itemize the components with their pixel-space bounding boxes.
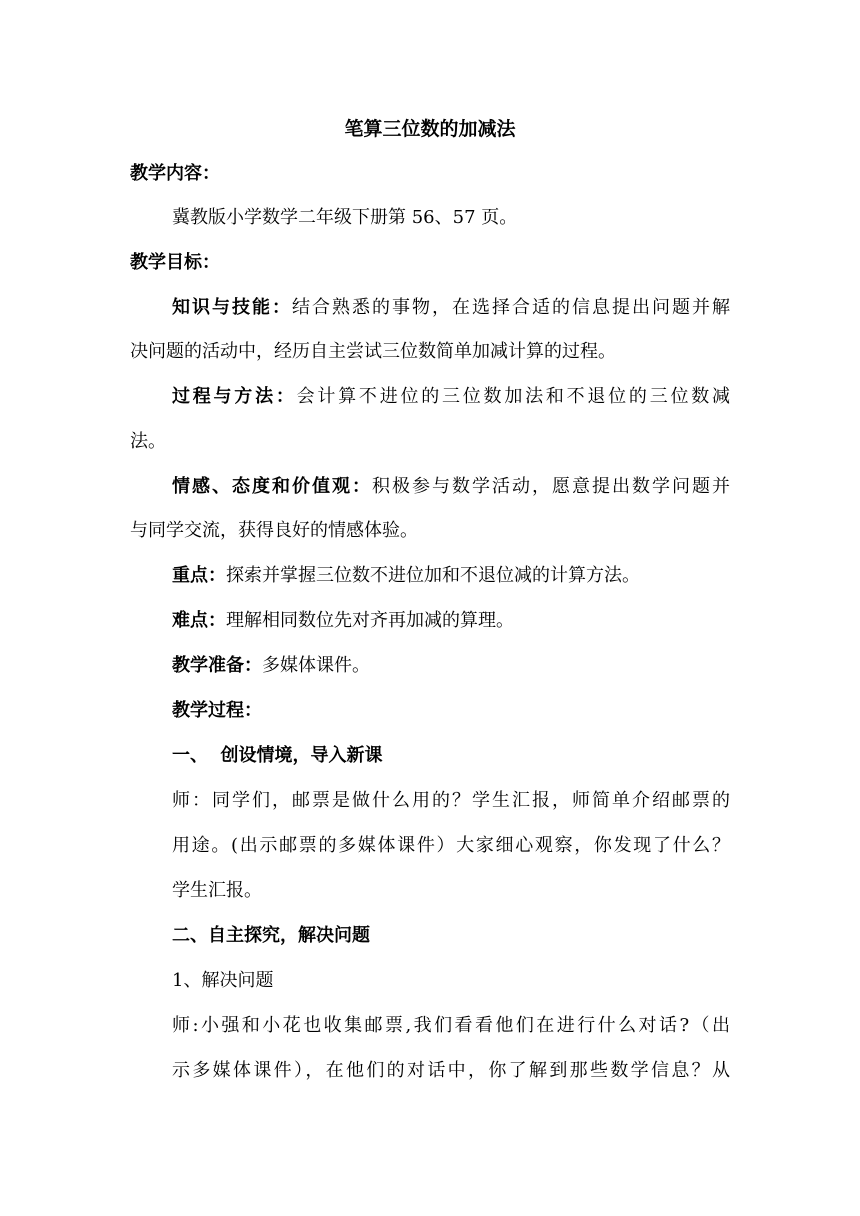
key-point-text: 探索并掌握三位数不进位加和不退位减的计算方法。 — [226, 565, 640, 586]
difficulty — [172, 609, 730, 633]
difficulty-label: 难点： — [172, 610, 226, 631]
section1-line1: 师：同学们，邮票是做什么用的？学生汇报，师简单介绍邮票的 — [172, 790, 730, 811]
difficulty-text: 理解相同数位先对齐再加减的算理。 — [226, 610, 514, 631]
section2-line2: 示多媒体课件），在他们的对话中，你了解到那些数学信息？从 — [172, 1060, 730, 1081]
goal-emotion-label: 情感、态度和价值观： — [172, 476, 372, 497]
key-point-label: 重点： — [172, 565, 226, 586]
section2-heading: 二、自主探究，解决问题 — [172, 925, 370, 946]
goal-process-label: 过程与方法： — [172, 386, 297, 407]
goal-emotion-text: 积极参与数学活动，愿意提出数学问题并 — [372, 476, 730, 497]
goal-knowledge-line2: 决问题的活动中，经历自主尝试三位数简单加减计算的过程。 — [130, 341, 616, 362]
preparation-text: 多媒体课件。 — [262, 655, 370, 676]
goals-heading: 教学目标： — [130, 252, 220, 273]
goal-emotion-line2: 与同学交流，获得良好的情感体验。 — [130, 520, 418, 541]
section2-line1: 师:小强和小花也收集邮票,我们看看他们在进行什么对话?（出 — [172, 1015, 730, 1036]
key-point — [172, 564, 730, 588]
goal-process-line1 — [172, 385, 730, 409]
section1-heading: 一、 创设情境，导入新课 — [172, 745, 383, 766]
goal-knowledge-label: 知识与技能： — [172, 297, 292, 318]
content-text: 冀教版小学数学二年级下册第 56、57 页。 — [172, 207, 518, 228]
goal-knowledge-line1 — [172, 296, 730, 320]
content-heading: 教学内容： — [130, 163, 220, 184]
section1-line2: 用途。(出示邮票的多媒体课件）大家细心观察，你发现了什么？ — [172, 835, 730, 856]
section1-line3: 学生汇报。 — [172, 880, 262, 901]
process-heading: 教学过程： — [172, 700, 262, 721]
preparation-label: 教学准备： — [172, 655, 262, 676]
goal-process-text: 会计算不进位的三位数加法和不退位的三位数减 — [296, 386, 731, 407]
goal-process-line2: 法。 — [130, 431, 166, 452]
goal-emotion-line1 — [172, 475, 730, 499]
preparation — [172, 654, 730, 678]
goal-knowledge-text: 结合熟悉的事物，在选择合适的信息提出问题并解 — [292, 297, 730, 318]
document-title: 笔算三位数的加减法 — [344, 118, 516, 140]
section2-subheading: 1、解决问题 — [172, 970, 274, 991]
